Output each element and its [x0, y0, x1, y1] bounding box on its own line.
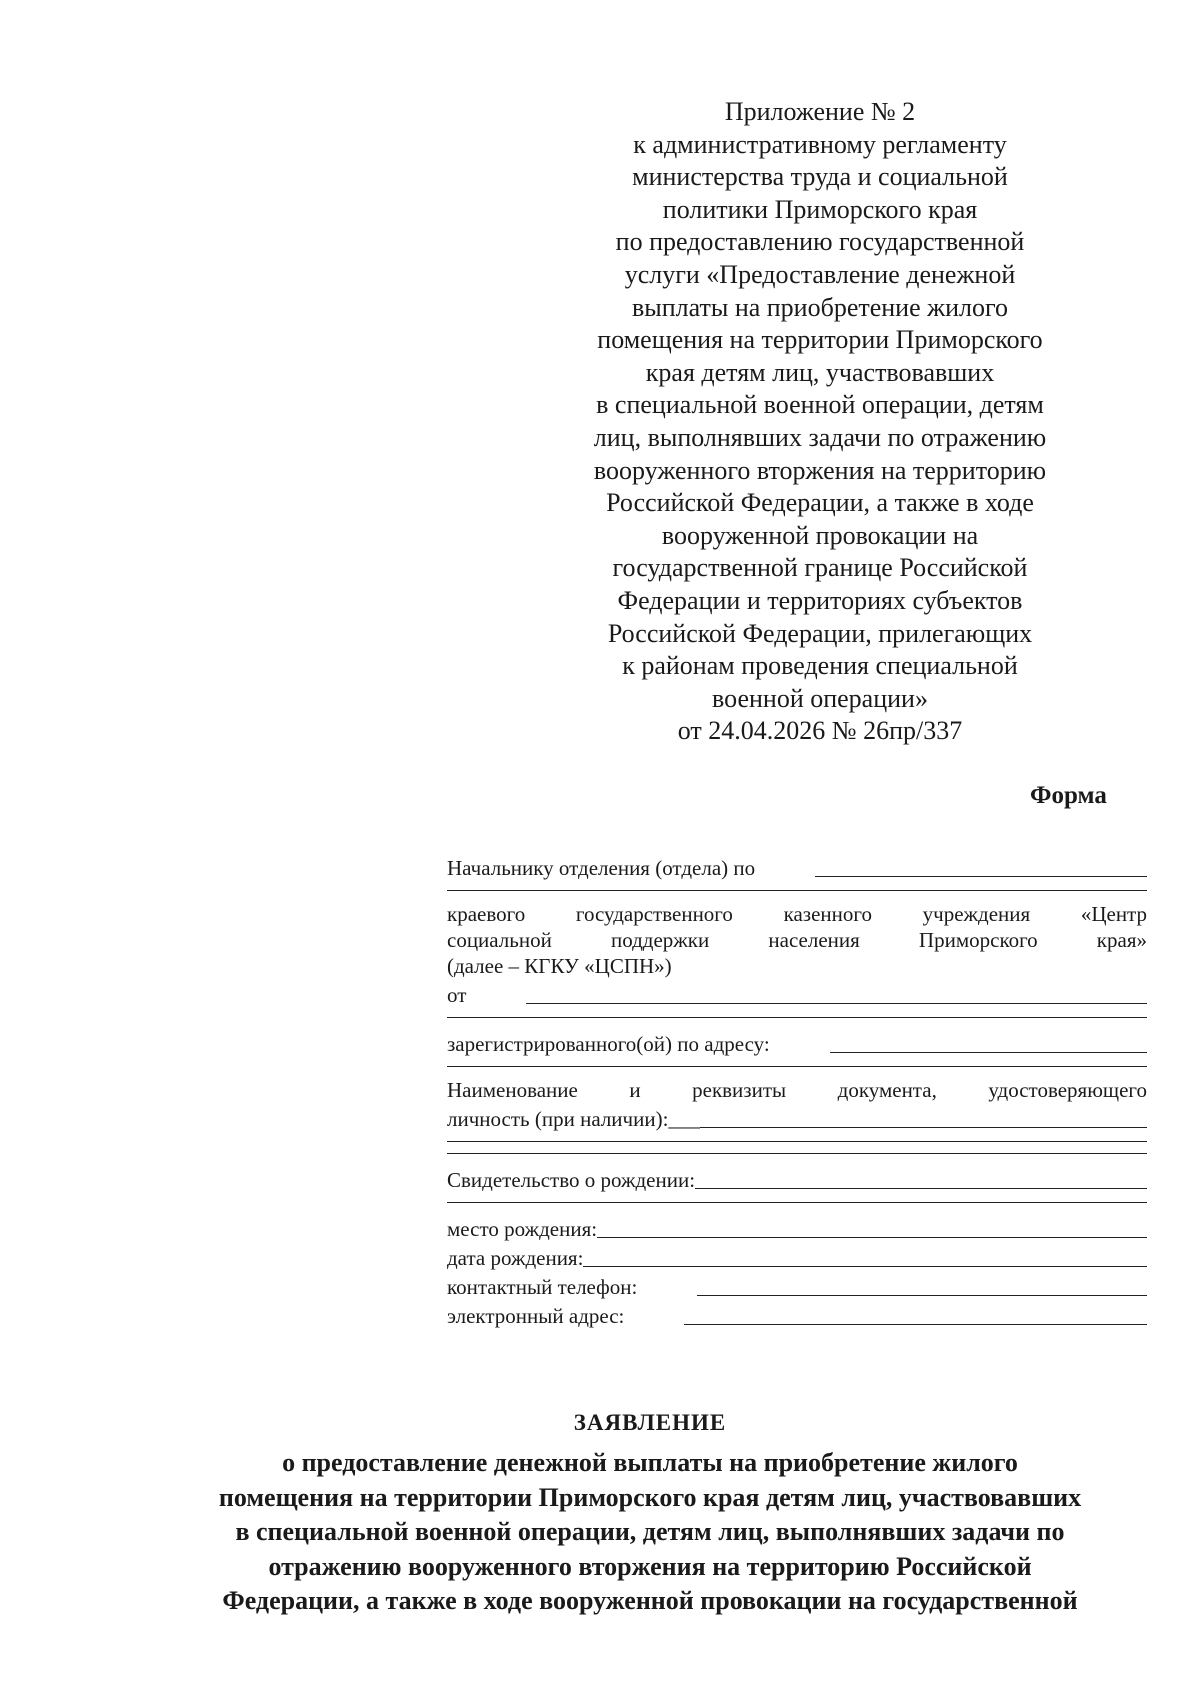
statement-line: отражению вооруженного вторжения на территорию Российской	[268, 1551, 1032, 1581]
appendix-line: к районам проведения специальной	[622, 651, 1018, 681]
form-label: Форма	[1030, 782, 1107, 809]
statement-line: помещения на территории Приморского края детям лиц, участвовавших	[218, 1482, 1082, 1512]
appendix-line: Российской Федерации, а также в ходе	[606, 488, 1034, 518]
statement-title-block	[160, 1410, 1140, 1619]
id-doc-field-line[interactable]	[447, 1152, 1147, 1154]
appendix-line: Российской Федерации, прилегающих	[607, 618, 1033, 648]
statement-subtitle	[160, 1446, 1140, 1619]
appendix-line: по предоставлению государственной	[615, 227, 1025, 257]
from-field[interactable]	[526, 1002, 1147, 1004]
appendix-line: вооруженной провокации на	[661, 520, 979, 550]
id-doc-field-line[interactable]	[447, 1140, 1147, 1142]
email-field[interactable]	[684, 1323, 1147, 1325]
birth-date-label: дата рождения:	[447, 1246, 584, 1270]
statement-heading: ЗАЯВЛЕНИЕ	[573, 1410, 727, 1435]
appendix-line: министерства труда и социальной	[632, 162, 1008, 192]
phone-label: контактный телефон:	[447, 1275, 638, 1299]
birth-place-row	[447, 1213, 1147, 1242]
registered-row	[447, 1028, 1147, 1057]
appendix-line: края детям лиц, участвовавших	[645, 357, 995, 387]
appendix-line: политики Приморского края	[662, 194, 978, 224]
birth-cert-field[interactable]	[695, 1187, 1147, 1189]
from-field-line[interactable]	[447, 1016, 1147, 1018]
birth-place-label: место рождения:	[447, 1217, 598, 1241]
appendix-line: услуги «Предоставление денежной	[624, 259, 1016, 289]
birth-cert-field-line[interactable]	[447, 1201, 1147, 1203]
appendix-line: в специальной военной операции, детям	[596, 390, 1044, 420]
registered-field-line[interactable]	[447, 1065, 1147, 1067]
birth-date-row	[447, 1242, 1147, 1271]
institution-line: социальной поддержки населения Приморского края»	[447, 928, 1147, 952]
appendix-line: к административному регламенту	[633, 129, 1007, 159]
appendix-line: государственной границе Российской	[612, 553, 1028, 583]
from-label: от	[447, 983, 467, 1007]
birth-date-field[interactable]	[583, 1265, 1147, 1267]
birth-place-field[interactable]	[597, 1236, 1147, 1238]
phone-field[interactable]	[697, 1294, 1147, 1296]
addressee-block	[447, 852, 1147, 1329]
appendix-line: вооруженного вторжения на территорию	[593, 455, 1047, 485]
id-doc-line: Наименование и реквизиты документа, удостоверяющего	[447, 1078, 1147, 1102]
appendix-line: лиц, выполнявших задачи по отражению	[593, 422, 1047, 452]
appendix-header	[560, 96, 1080, 748]
statement-line: в специальной военной операции, детям лиц, выполнявших задачи по	[235, 1517, 1065, 1546]
appendix-line: военной операции»	[712, 683, 928, 713]
id-doc-label: личность (при наличии):___	[447, 1107, 700, 1131]
head-field[interactable]	[815, 875, 1147, 877]
email-row	[447, 1300, 1147, 1329]
statement-line: Федерации, а также в ходе вооруженной провокации на государственной	[222, 1586, 1078, 1615]
registered-field[interactable]	[830, 1051, 1147, 1053]
appendix-line: Федерации и территориях субъектов	[617, 585, 1023, 615]
birth-cert-label: Свидетельство о рождении:	[447, 1168, 696, 1192]
institution-line: краевого государственного казенного учреждения «Центр	[447, 902, 1147, 926]
head-row	[447, 852, 1147, 881]
registered-label: зарегистрированного(ой) по адресу:	[447, 1032, 770, 1056]
appendix-date-line: от 24.04.2026 № 26пр/337	[677, 716, 963, 746]
appendix-line: Приложение № 2	[724, 97, 916, 126]
appendix-line: помещения на территории Приморского	[597, 325, 1043, 355]
email-label: электронный адрес:	[447, 1304, 625, 1328]
id-doc-row	[447, 1103, 1147, 1132]
head-field-line[interactable]	[447, 889, 1147, 891]
birth-cert-row	[447, 1164, 1147, 1193]
phone-row	[447, 1271, 1147, 1300]
statement-line: о предоставление денежной выплаты на приобретение жилого	[282, 1448, 1018, 1477]
from-row	[447, 979, 1147, 1008]
appendix-line: выплаты на приобретение жилого	[631, 292, 1009, 322]
institution-line: (далее – КГКУ «ЦСПН»)	[447, 954, 672, 978]
head-label: Начальнику отделения (отдела) по	[447, 856, 756, 880]
id-doc-field[interactable]	[700, 1126, 1147, 1128]
